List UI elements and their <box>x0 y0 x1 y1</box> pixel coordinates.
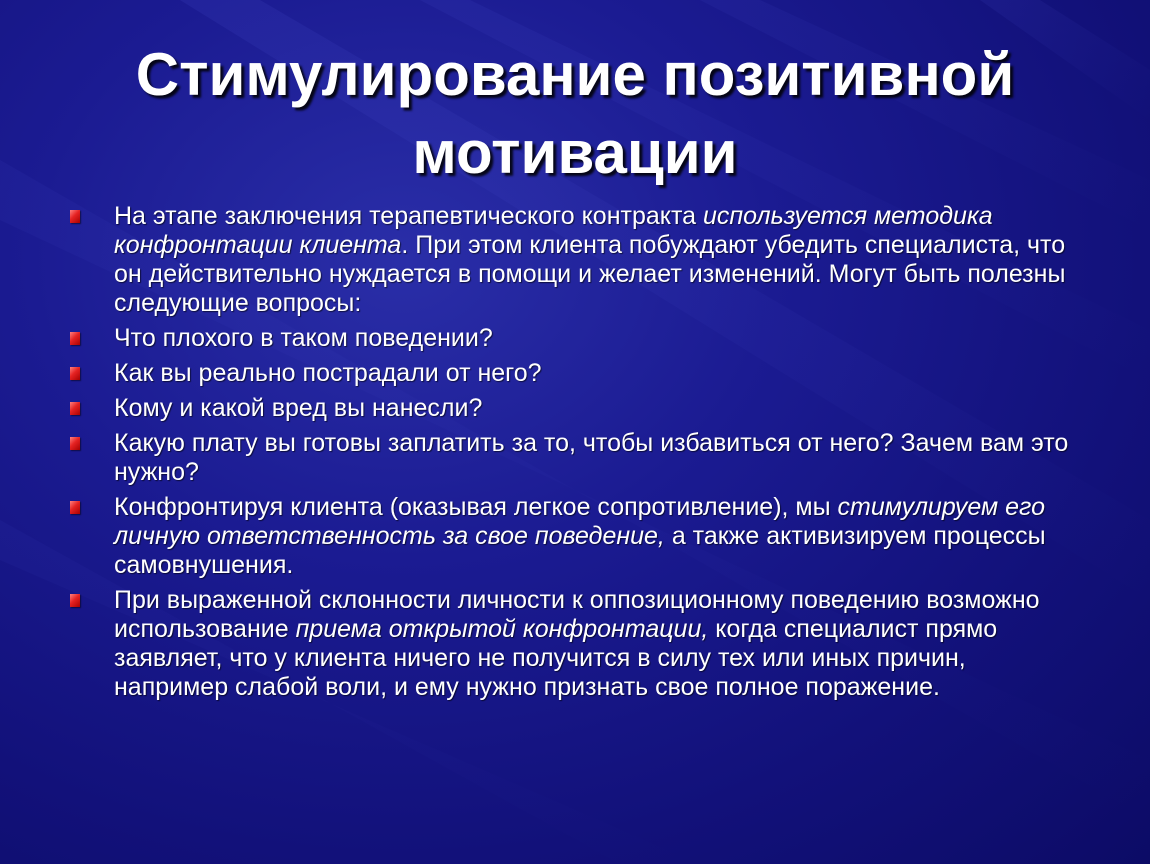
bullet-icon <box>70 437 80 450</box>
list-item <box>70 586 1080 702</box>
item-text: когда специалист прямо заявляет, что у клиента ничего не получится в силу тех или иных причин, например слабой воли, и ему нужно признать свое полное поражение. <box>114 615 998 701</box>
list-item <box>70 359 1080 388</box>
bullet-icon <box>70 210 80 223</box>
item-text: На этапе заключения терапевтического контракта <box>114 202 703 230</box>
item-text: . При этом клиента побуждают убедить специалиста, что он действительно нуждается в помощи и желает изменений. Могут быть полезны следующие вопросы: <box>114 231 1066 317</box>
item-text: а также активизируем процессы самовнушения. <box>114 522 1046 579</box>
bullet-icon <box>70 367 80 380</box>
item-emphasis: приема открытой конфронтации, <box>295 615 709 643</box>
bullet-icon <box>70 402 80 415</box>
item-text: При выраженной склонности личности к оппозиционному поведению возможно использование <box>114 586 1040 643</box>
item-text: Какую плату вы готовы заплатить за то, чтобы избавиться от него? Зачем вам это нужно? <box>114 429 1069 486</box>
title-line-1: Стимулирование позитивной <box>135 41 1015 108</box>
list-item <box>70 429 1080 487</box>
item-text: Кому и какой вред вы нанесли? <box>114 394 483 422</box>
list-item <box>70 394 1080 423</box>
title-line-2: мотивации <box>412 119 738 186</box>
bullet-list <box>70 202 1080 708</box>
list-item <box>70 202 1080 318</box>
item-text: Конфронтируя клиента (оказывая легкое сопротивление), мы <box>114 493 838 521</box>
bullet-icon <box>70 332 80 345</box>
list-item <box>70 493 1080 580</box>
item-emphasis: используется методика конфронтации клиента <box>114 202 993 259</box>
item-text: Что плохого в таком поведении? <box>114 324 493 352</box>
slide-title <box>40 36 1110 192</box>
bullet-icon <box>70 501 80 514</box>
list-item <box>70 324 1080 353</box>
bullet-icon <box>70 594 80 607</box>
item-emphasis: стимулируем его личную ответственность за свое поведение, <box>114 493 1045 550</box>
item-text: Как вы реально пострадали от него? <box>114 359 542 387</box>
